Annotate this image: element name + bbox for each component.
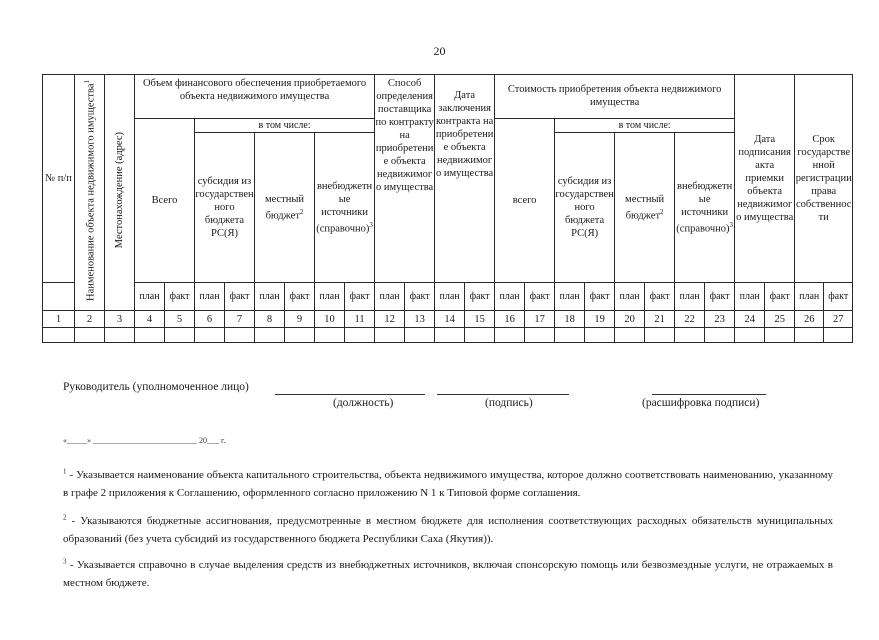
plan-label: план: [435, 283, 465, 311]
column-number: 23: [705, 311, 735, 328]
plan-label: план: [255, 283, 285, 311]
head-label: Руководитель (уполномоченное лицо): [63, 381, 249, 393]
column-number: 1: [43, 311, 75, 328]
signature-line: [437, 394, 569, 395]
footnote-1: $^1$ - Указывается наименование объекта капитального строительства, объекта недвижимого имущества, которое должно соответствовать наименованию, указанному в графе 2 приложения к Соглашению, оформленного согласно приложению N 1 к Типовой форме соглашения.: [63, 467, 833, 499]
footnote-3: $^3$ - Указывается справочно в случае выделения средств из внебюджетных источников, включая спонсорскую помощь или безвозмездные услуги, не отражаемых в местном бюджете.: [63, 557, 833, 589]
header-funding: Объем финансового обеспечения приобретаемого объекта недвижимого имущества: [135, 75, 375, 119]
signature-caption: (подпись): [485, 397, 533, 409]
date-line: «_____» __________________________ 20___ г.: [63, 436, 226, 445]
column-number: 22: [675, 311, 705, 328]
column-number: 10: [315, 311, 345, 328]
column-number: 21: [645, 311, 675, 328]
column-number: 19: [585, 311, 615, 328]
column-number: 8: [255, 311, 285, 328]
header-funding-extra: внебюджетные источники (справочно)$^3$: [315, 133, 375, 283]
column-number: 6: [195, 311, 225, 328]
column-numbers-row: [43, 311, 853, 328]
fact-label: факт: [705, 283, 735, 311]
header-supplier-method: Способ определения поставщика по контракту на приобретение объекта недвижимого имущества: [375, 75, 435, 283]
fact-label: факт: [405, 283, 435, 311]
column-number: 2: [75, 311, 105, 328]
header-funding-local: местный бюджет$^2$: [255, 133, 315, 283]
column-number: 4: [135, 311, 165, 328]
footnote-2: $^2$ - Указываются бюджетные ассигнования, предусмотренные в местном бюджете для исполнения соответствующих расходных обязательств муниципальных образований (без учета субсидий из государственного бюджета Республики Саха (Якутия)).: [63, 513, 833, 545]
header-cost-local: местный бюджет$^2$: [615, 133, 675, 283]
column-number: 12: [375, 311, 405, 328]
column-number: 3: [105, 311, 135, 328]
empty-data-row: [43, 328, 853, 343]
column-number: 24: [735, 311, 765, 328]
fact-label: факт: [165, 283, 195, 311]
plan-label: план: [735, 283, 765, 311]
fact-label: факт: [824, 283, 853, 311]
header-registration-deadline: Срок государственной регистрации права собственности: [795, 75, 853, 283]
plan-fact-row: [43, 283, 853, 311]
column-number: 18: [555, 311, 585, 328]
header-cost: Стоимость приобретения объекта недвижимого имущества: [495, 75, 735, 119]
column-number: 14: [435, 311, 465, 328]
decoding-caption: (расшифровка подписи): [642, 397, 760, 409]
column-number: 9: [285, 311, 315, 328]
column-number: 5: [165, 311, 195, 328]
header-object-name: Наименование объекта недвижимого имущества$^1$: [75, 75, 105, 311]
column-number: 13: [405, 311, 435, 328]
fact-label: факт: [285, 283, 315, 311]
header-cost-extra: внебюджетные источники (справочно)$^3$: [675, 133, 735, 283]
header-contract-date: Дата заключения контракта на приобретение объекта недвижимого имущества: [435, 75, 495, 283]
header-funding-including: в том числе:: [195, 119, 375, 133]
plan-label: план: [135, 283, 165, 311]
page-number: 20: [433, 44, 446, 58]
fact-label: факт: [585, 283, 615, 311]
column-number: 26: [795, 311, 824, 328]
position-line: [275, 394, 425, 395]
fact-label: факт: [345, 283, 375, 311]
position-caption: (должность): [333, 397, 394, 409]
header-cost-including: в том числе:: [555, 119, 735, 133]
column-number: 11: [345, 311, 375, 328]
header-funding-total: Всего: [135, 119, 195, 283]
empty-cell: [43, 283, 75, 311]
plan-label: план: [555, 283, 585, 311]
plan-label: план: [675, 283, 705, 311]
column-number: 20: [615, 311, 645, 328]
fact-label: факт: [225, 283, 255, 311]
plan-label: план: [795, 283, 824, 311]
plan-label: план: [615, 283, 645, 311]
column-number: 15: [465, 311, 495, 328]
header-cost-total: всего: [495, 119, 555, 283]
header-address: Местонахождение (адрес): [105, 75, 135, 311]
header-acceptance-date: Дата подписания акта приемки объекта недвижимого имущества: [735, 75, 795, 283]
column-number: 17: [525, 311, 555, 328]
property-acquisition-table: [42, 74, 853, 343]
plan-label: план: [495, 283, 525, 311]
header-cost-subsidy: субсидия из государственного бюджета РС(Я): [555, 133, 615, 283]
column-number: 25: [765, 311, 795, 328]
header-funding-subsidy: субсидия из государственного бюджета РС(Я): [195, 133, 255, 283]
plan-label: план: [315, 283, 345, 311]
column-number: 27: [824, 311, 853, 328]
column-number: 16: [495, 311, 525, 328]
fact-label: факт: [525, 283, 555, 311]
header-row-number: № п/п: [43, 75, 75, 283]
fact-label: факт: [465, 283, 495, 311]
decoding-line: [652, 394, 766, 395]
plan-label: план: [195, 283, 225, 311]
column-number: 7: [225, 311, 255, 328]
fact-label: факт: [645, 283, 675, 311]
fact-label: факт: [765, 283, 795, 311]
plan-label: план: [375, 283, 405, 311]
